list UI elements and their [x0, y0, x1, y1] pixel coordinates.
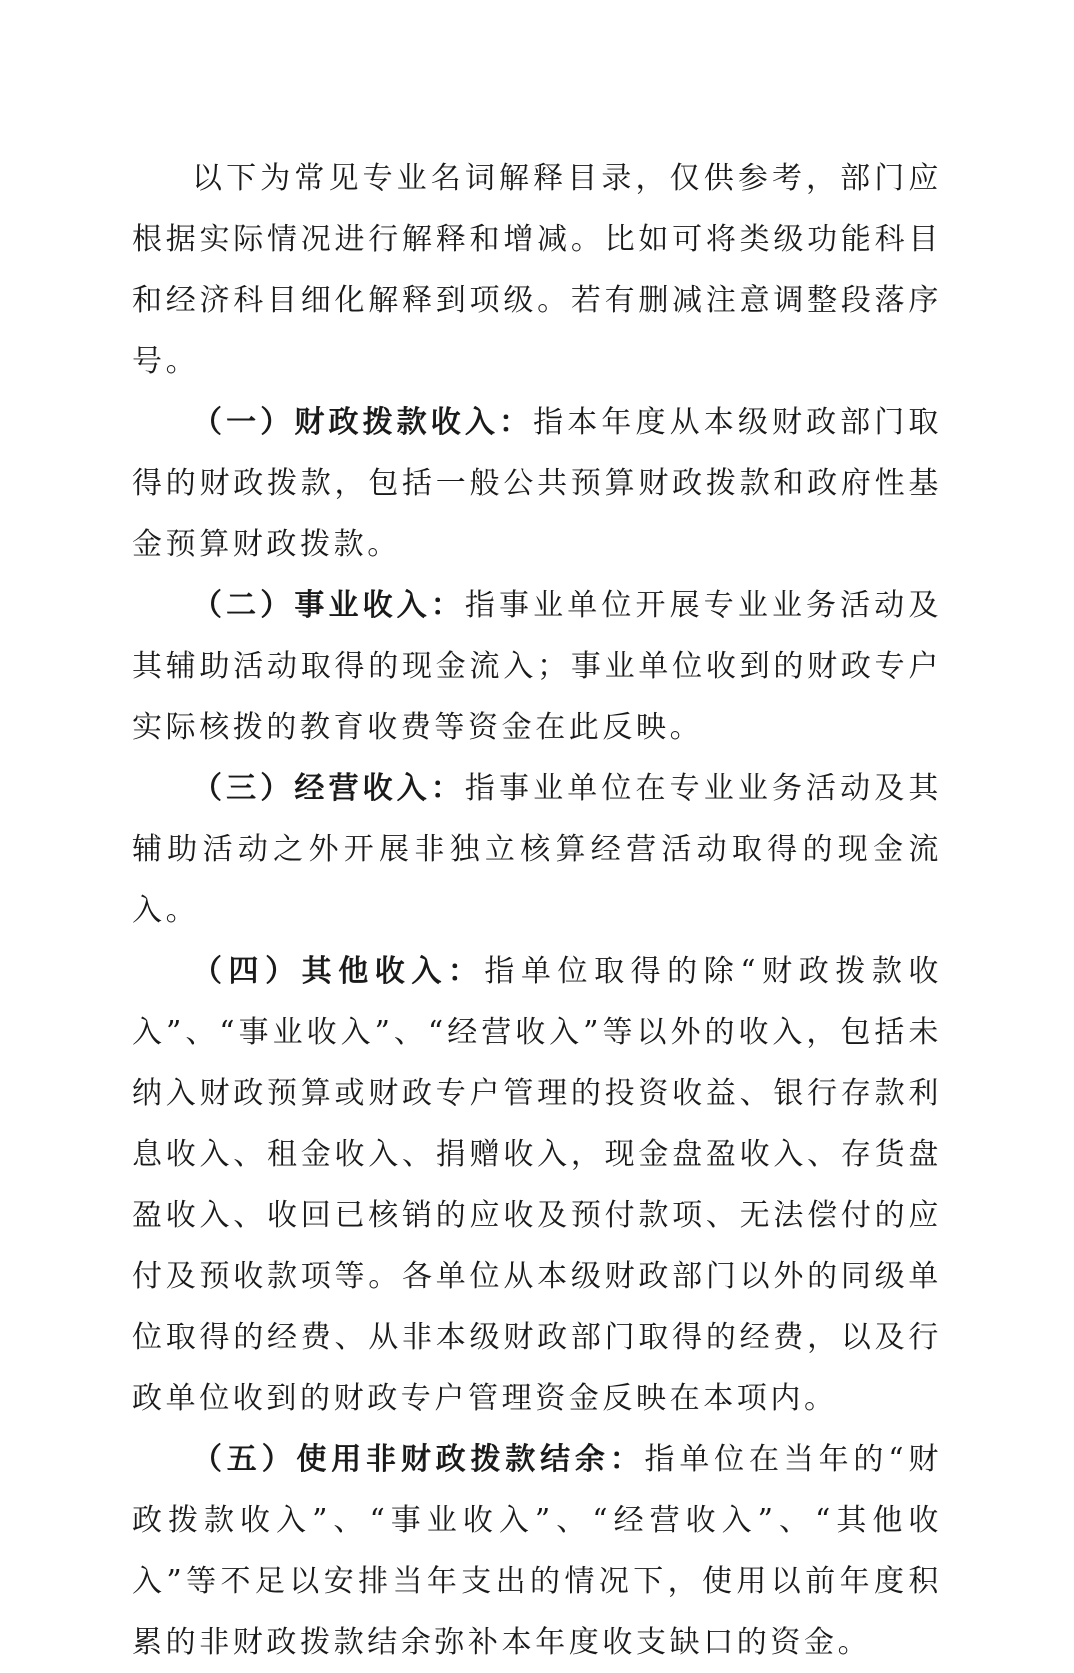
definition-term: （三）经营收入：: [192, 771, 465, 806]
definition-paragraph-1: [132, 392, 942, 575]
definition-term: （一）财政拨款收入：: [192, 405, 534, 440]
definition-text: 指事业单位在专业业务活动及其辅助活动之外开展非独立核算经营活动取得的现金流入。: [132, 771, 942, 928]
definition-text: 指本年度从本级财政部门取得的财政拨款，包括一般公共预算财政拨款和政府性基金预算财政拨款。: [132, 405, 943, 562]
definition-text: 指单位在当年的“财政拨款收入”、“事业收入”、“经营收入”、“其他收入”等不足以安排当年支出的情况下，使用以前年度积累的非财政拨款结余弥补本年度收支缺口的资金。: [132, 1442, 942, 1660]
intro-paragraph: 以下为常见专业名词解释目录，仅供参考，部门应根据实际情况进行解释和增减。比如可将类级功能科目和经济科目细化解释到项级。若有删减注意调整段落序号。: [132, 161, 942, 379]
definition-term: （四）其他收入：: [192, 954, 485, 989]
definition-text: 指单位取得的除“财政拨款收入”、“事业收入”、“经营收入”等以外的收入，包括未纳入财政预算或财政专户管理的投资收益、银行存款利息收入、租金收入、捐赠收入，现金盘盈收入、存货盘盈收入、收回已核销的应收及预付款项、无法偿付的应付及预收款项等。各单位从本级财政部门以外的同级单位取得的经费、从非本级财政部门取得的经费，以及行政单位收到的财政专户管理资金反映在本项内。: [132, 954, 942, 1416]
definition-paragraph-2: [132, 575, 942, 758]
definition-text: 指事业单位开展专业业务活动及其辅助活动取得的现金流入；事业单位收到的财政专户实际核拨的教育收费等资金在此反映。: [132, 588, 942, 745]
definition-paragraph-5: [132, 1429, 942, 1673]
definition-paragraph-3: [132, 758, 942, 941]
definition-paragraph-4: [132, 941, 942, 1429]
document-body: [132, 148, 942, 1673]
definition-term: （五）使用非财政拨款结余：: [192, 1442, 645, 1477]
definition-term: （二）事业收入：: [192, 588, 465, 623]
